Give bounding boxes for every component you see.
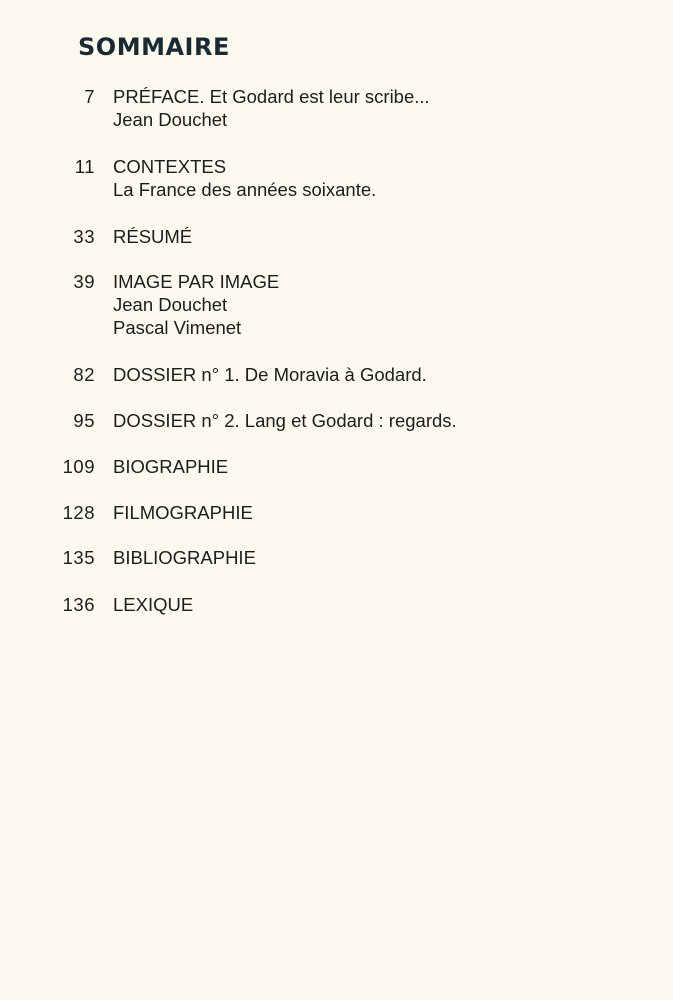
toc-heading: FILMOGRAPHIE — [113, 502, 253, 523]
toc-entry-text — [113, 363, 427, 386]
table-of-contents — [0, 85, 673, 616]
toc-heading: DOSSIER n° 1. De Moravia à Godard. — [113, 364, 427, 385]
toc-heading: IMAGE PAR IMAGE — [113, 271, 280, 292]
toc-author: Jean Douchet — [113, 109, 228, 130]
page-title: SOMMAIRE — [78, 33, 230, 61]
toc-entry — [0, 501, 673, 524]
toc-page-number: 7 — [84, 86, 95, 107]
toc-page-number: 128 — [62, 502, 95, 523]
toc-author: Jean Douchet — [113, 294, 228, 315]
toc-entry — [0, 225, 673, 248]
toc-page-number: 109 — [62, 456, 95, 477]
toc-entry-text — [113, 546, 256, 569]
toc-subtitle: La France des années soixante. — [113, 179, 377, 200]
toc-entry-text — [113, 593, 193, 616]
toc-page-number: 136 — [62, 594, 95, 615]
toc-entry — [0, 270, 673, 339]
toc-entry — [0, 546, 673, 569]
toc-page-number: 33 — [73, 226, 95, 247]
toc-entry-text — [113, 225, 192, 248]
toc-entry — [0, 455, 673, 478]
toc-heading: DOSSIER n° 2. Lang et Godard : regards. — [113, 410, 457, 431]
toc-page-number: 82 — [73, 364, 95, 385]
toc-page-number: 39 — [73, 271, 95, 292]
toc-entry — [0, 593, 673, 616]
toc-page-number: 135 — [62, 547, 95, 568]
toc-entry-text — [113, 501, 253, 524]
toc-heading: CONTEXTES — [113, 156, 227, 177]
toc-entry — [0, 85, 673, 131]
toc-entry-text — [113, 85, 430, 131]
toc-entry-text — [113, 409, 457, 432]
toc-entry-text — [113, 155, 376, 201]
toc-page-number: 95 — [73, 410, 95, 431]
toc-entry-text — [113, 270, 279, 339]
toc-entry — [0, 363, 673, 386]
toc-heading: BIBLIOGRAPHIE — [113, 547, 256, 568]
toc-author: Pascal Vimenet — [113, 317, 242, 338]
toc-heading: PRÉFACE. Et Godard est leur scribe... — [113, 86, 430, 107]
toc-heading: RÉSUMÉ — [113, 226, 193, 247]
toc-heading: BIOGRAPHIE — [113, 456, 229, 477]
toc-heading: LEXIQUE — [113, 594, 194, 615]
toc-entry-text — [113, 455, 228, 478]
toc-entry — [0, 155, 673, 201]
toc-page-number: 11 — [74, 156, 95, 177]
toc-entry — [0, 409, 673, 432]
